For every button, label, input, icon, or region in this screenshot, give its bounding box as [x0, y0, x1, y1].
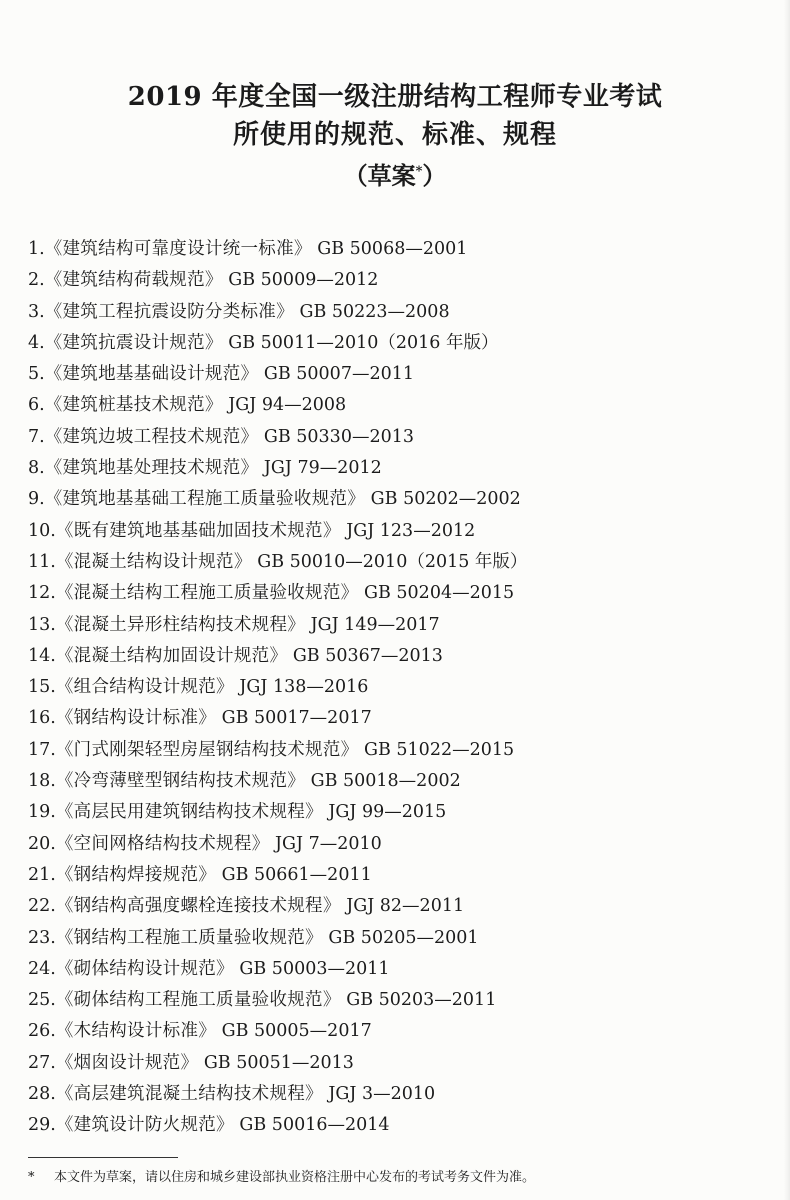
standard-item: [28, 453, 768, 484]
standard-code: GB 50009—2012: [222, 270, 379, 291]
standard-name: 《建筑地基处理技术规范》: [44, 458, 259, 479]
standard-number: 18.: [28, 771, 56, 792]
standard-number: 22.: [28, 896, 56, 917]
standard-code: GB 50205—2001: [322, 927, 479, 948]
standard-item: [28, 891, 768, 922]
standard-number: 20.: [28, 833, 56, 854]
standard-name: 《建筑地基基础工程施工质量验收规范》: [44, 489, 366, 510]
document-title: [0, 78, 790, 194]
standard-number: 16.: [28, 708, 56, 729]
standard-code: JGJ 138—2016: [233, 677, 369, 698]
standard-name: 《建筑结构荷载规范》: [44, 270, 223, 291]
standard-item: [28, 359, 768, 390]
standard-name: 《既有建筑地基基础加固技术规范》: [55, 520, 341, 541]
standard-name: 《烟囱设计规范》: [55, 1052, 199, 1073]
standard-number: 9.: [28, 489, 45, 510]
standard-code: JGJ 94—2008: [222, 395, 347, 416]
standard-code: JGJ 149—2017: [305, 614, 440, 635]
standard-code: GB 50003—2011: [233, 958, 390, 979]
standard-name: 《建筑设计防火规范》: [55, 1115, 234, 1136]
standard-item: [28, 265, 768, 296]
standard-item: [28, 1016, 768, 1047]
standard-item: [28, 672, 768, 703]
standard-number: 4.: [28, 332, 45, 353]
standard-name: 《建筑边坡工程技术规范》: [44, 426, 259, 447]
standard-code: GB 50018—2002: [305, 771, 461, 792]
standard-number: 26.: [28, 1021, 56, 1042]
standard-number: 27.: [28, 1052, 56, 1073]
standard-code: GB 50223—2008: [293, 301, 450, 322]
standard-code: JGJ 99—2015: [322, 802, 447, 823]
standard-code: GB 50330—2013: [258, 426, 414, 447]
standard-number: 19.: [28, 802, 56, 823]
standard-code: JGJ 123—2012: [340, 520, 476, 541]
footnote-asterisk: *: [28, 1170, 35, 1185]
page-edge-shadow: [784, 0, 790, 1200]
standard-number: 15.: [28, 677, 56, 698]
standard-code: GB 50203—2011: [340, 990, 497, 1011]
footnote-text: 本文件为草案，请以住房和城乡建设部执业资格注册中心发布的考试考务文件为准。: [54, 1170, 536, 1185]
standard-item: [28, 422, 768, 453]
standard-name: 《高层民用建筑钢结构技术规程》: [55, 802, 323, 823]
standard-item: [28, 328, 768, 359]
standard-number: 24.: [28, 958, 56, 979]
standard-name: 《组合结构设计规范》: [55, 677, 234, 698]
draft-label: （草案: [343, 161, 416, 190]
standard-code: GB 50204—2015: [358, 583, 515, 604]
standard-name: 《钢结构高强度螺栓连接技术规程》: [55, 896, 341, 917]
standard-code: GB 51022—2015: [358, 739, 515, 760]
standard-number: 12.: [28, 583, 56, 604]
standard-name: 《钢结构焊接规范》: [55, 864, 217, 885]
footnote: [28, 1168, 768, 1188]
standard-item: [28, 297, 768, 328]
standard-number: 11.: [28, 551, 56, 572]
standard-item: [28, 610, 768, 641]
standard-name: 《木结构设计标准》: [55, 1021, 217, 1042]
standard-item: [28, 703, 768, 734]
standard-name: 《高层建筑混凝土结构技术规程》: [55, 1084, 323, 1105]
standard-code: GB 50016—2014: [233, 1115, 390, 1136]
standard-number: 21.: [28, 864, 56, 885]
standard-item: [28, 578, 768, 609]
draft-label-close: ）: [422, 161, 447, 190]
standard-number: 8.: [28, 458, 45, 479]
standard-item: [28, 797, 768, 828]
standard-number: 23.: [28, 927, 56, 948]
footnote-divider: [28, 1157, 178, 1158]
standard-item: [28, 829, 768, 860]
title-line-3: [0, 154, 790, 194]
standard-code: JGJ 82—2011: [340, 896, 465, 917]
standard-code: GB 50202—2002: [365, 489, 521, 510]
standard-name: 《砌体结构工程施工质量验收规范》: [55, 990, 341, 1011]
standard-name: 《钢结构工程施工质量验收规范》: [55, 927, 323, 948]
standard-name: 《钢结构设计标准》: [55, 708, 217, 729]
title-line-2: 所使用的规范、标准、规程: [232, 120, 557, 150]
standard-name: 《混凝土结构加固设计规范》: [55, 645, 288, 666]
standard-name: 《建筑桩基技术规范》: [44, 395, 223, 416]
title-line-1: 2019 年度全国一级注册结构工程师专业考试: [127, 82, 663, 112]
standard-item: [28, 390, 768, 421]
standard-number: 13.: [28, 614, 56, 635]
standard-code: JGJ 79—2012: [258, 458, 382, 479]
standard-code: GB 50005—2017: [216, 1021, 372, 1042]
standard-item: [28, 641, 768, 672]
standard-item: [28, 516, 768, 547]
standard-code: GB 50661—2011: [216, 864, 372, 885]
standard-item: [28, 766, 768, 797]
standard-name: 《混凝土结构工程施工质量验收规范》: [55, 583, 359, 604]
standard-item: [28, 1110, 768, 1141]
standard-name: 《冷弯薄壁型钢结构技术规范》: [55, 771, 306, 792]
standard-name: 《建筑地基基础设计规范》: [44, 364, 259, 385]
standard-name: 《建筑结构可靠度设计统一标准》: [44, 239, 312, 259]
standard-number: 3.: [28, 301, 45, 322]
standard-number: 14.: [28, 645, 56, 666]
standard-number: 5.: [28, 364, 45, 385]
standard-name: 《建筑抗震设计规范》: [44, 332, 223, 353]
standard-item: [28, 547, 768, 578]
standard-code: GB 50017—2017: [216, 708, 372, 729]
standard-item: [28, 954, 768, 985]
standard-name: 《门式刚架轻型房屋钢结构技术规范》: [55, 739, 359, 760]
standard-item: [28, 484, 768, 515]
standard-code: GB 50367—2013: [287, 645, 443, 666]
standard-number: 2.: [28, 270, 45, 291]
draft-asterisk: *: [415, 164, 423, 179]
standard-item: [28, 923, 768, 954]
standard-code: JGJ 7—2010: [269, 833, 382, 854]
standard-code: GB 50007—2011: [258, 364, 414, 385]
standard-item: [28, 1079, 768, 1110]
standard-name: 《混凝土异形柱结构技术规程》: [55, 614, 306, 635]
standard-item: [28, 234, 768, 265]
standard-item: [28, 735, 768, 766]
standards-list: [28, 234, 768, 1142]
standard-item: [28, 860, 768, 891]
standard-number: 29.: [28, 1115, 56, 1136]
standard-code: GB 50010—2010（2015 年版）: [251, 551, 528, 572]
standard-code: GB 50011—2010（2016 年版）: [222, 332, 499, 353]
standard-code: GB 50068—2001: [311, 239, 468, 259]
standard-code: GB 50051—2013: [198, 1052, 354, 1073]
standard-code: JGJ 3—2010: [322, 1084, 436, 1105]
standard-number: 28.: [28, 1084, 56, 1105]
standard-number: 1.: [28, 239, 45, 259]
standard-item: [28, 1048, 768, 1079]
standard-name: 《建筑工程抗震设防分类标准》: [44, 301, 294, 322]
standard-number: 6.: [28, 395, 45, 416]
standard-number: 17.: [28, 739, 56, 760]
standard-item: [28, 985, 768, 1016]
standard-number: 7.: [28, 426, 45, 447]
standard-number: 25.: [28, 990, 56, 1011]
standard-name: 《砌体结构设计规范》: [55, 958, 234, 979]
standard-number: 10.: [28, 520, 56, 541]
standard-name: 《混凝土结构设计规范》: [55, 551, 252, 572]
standard-name: 《空间网格结构技术规程》: [55, 833, 270, 854]
